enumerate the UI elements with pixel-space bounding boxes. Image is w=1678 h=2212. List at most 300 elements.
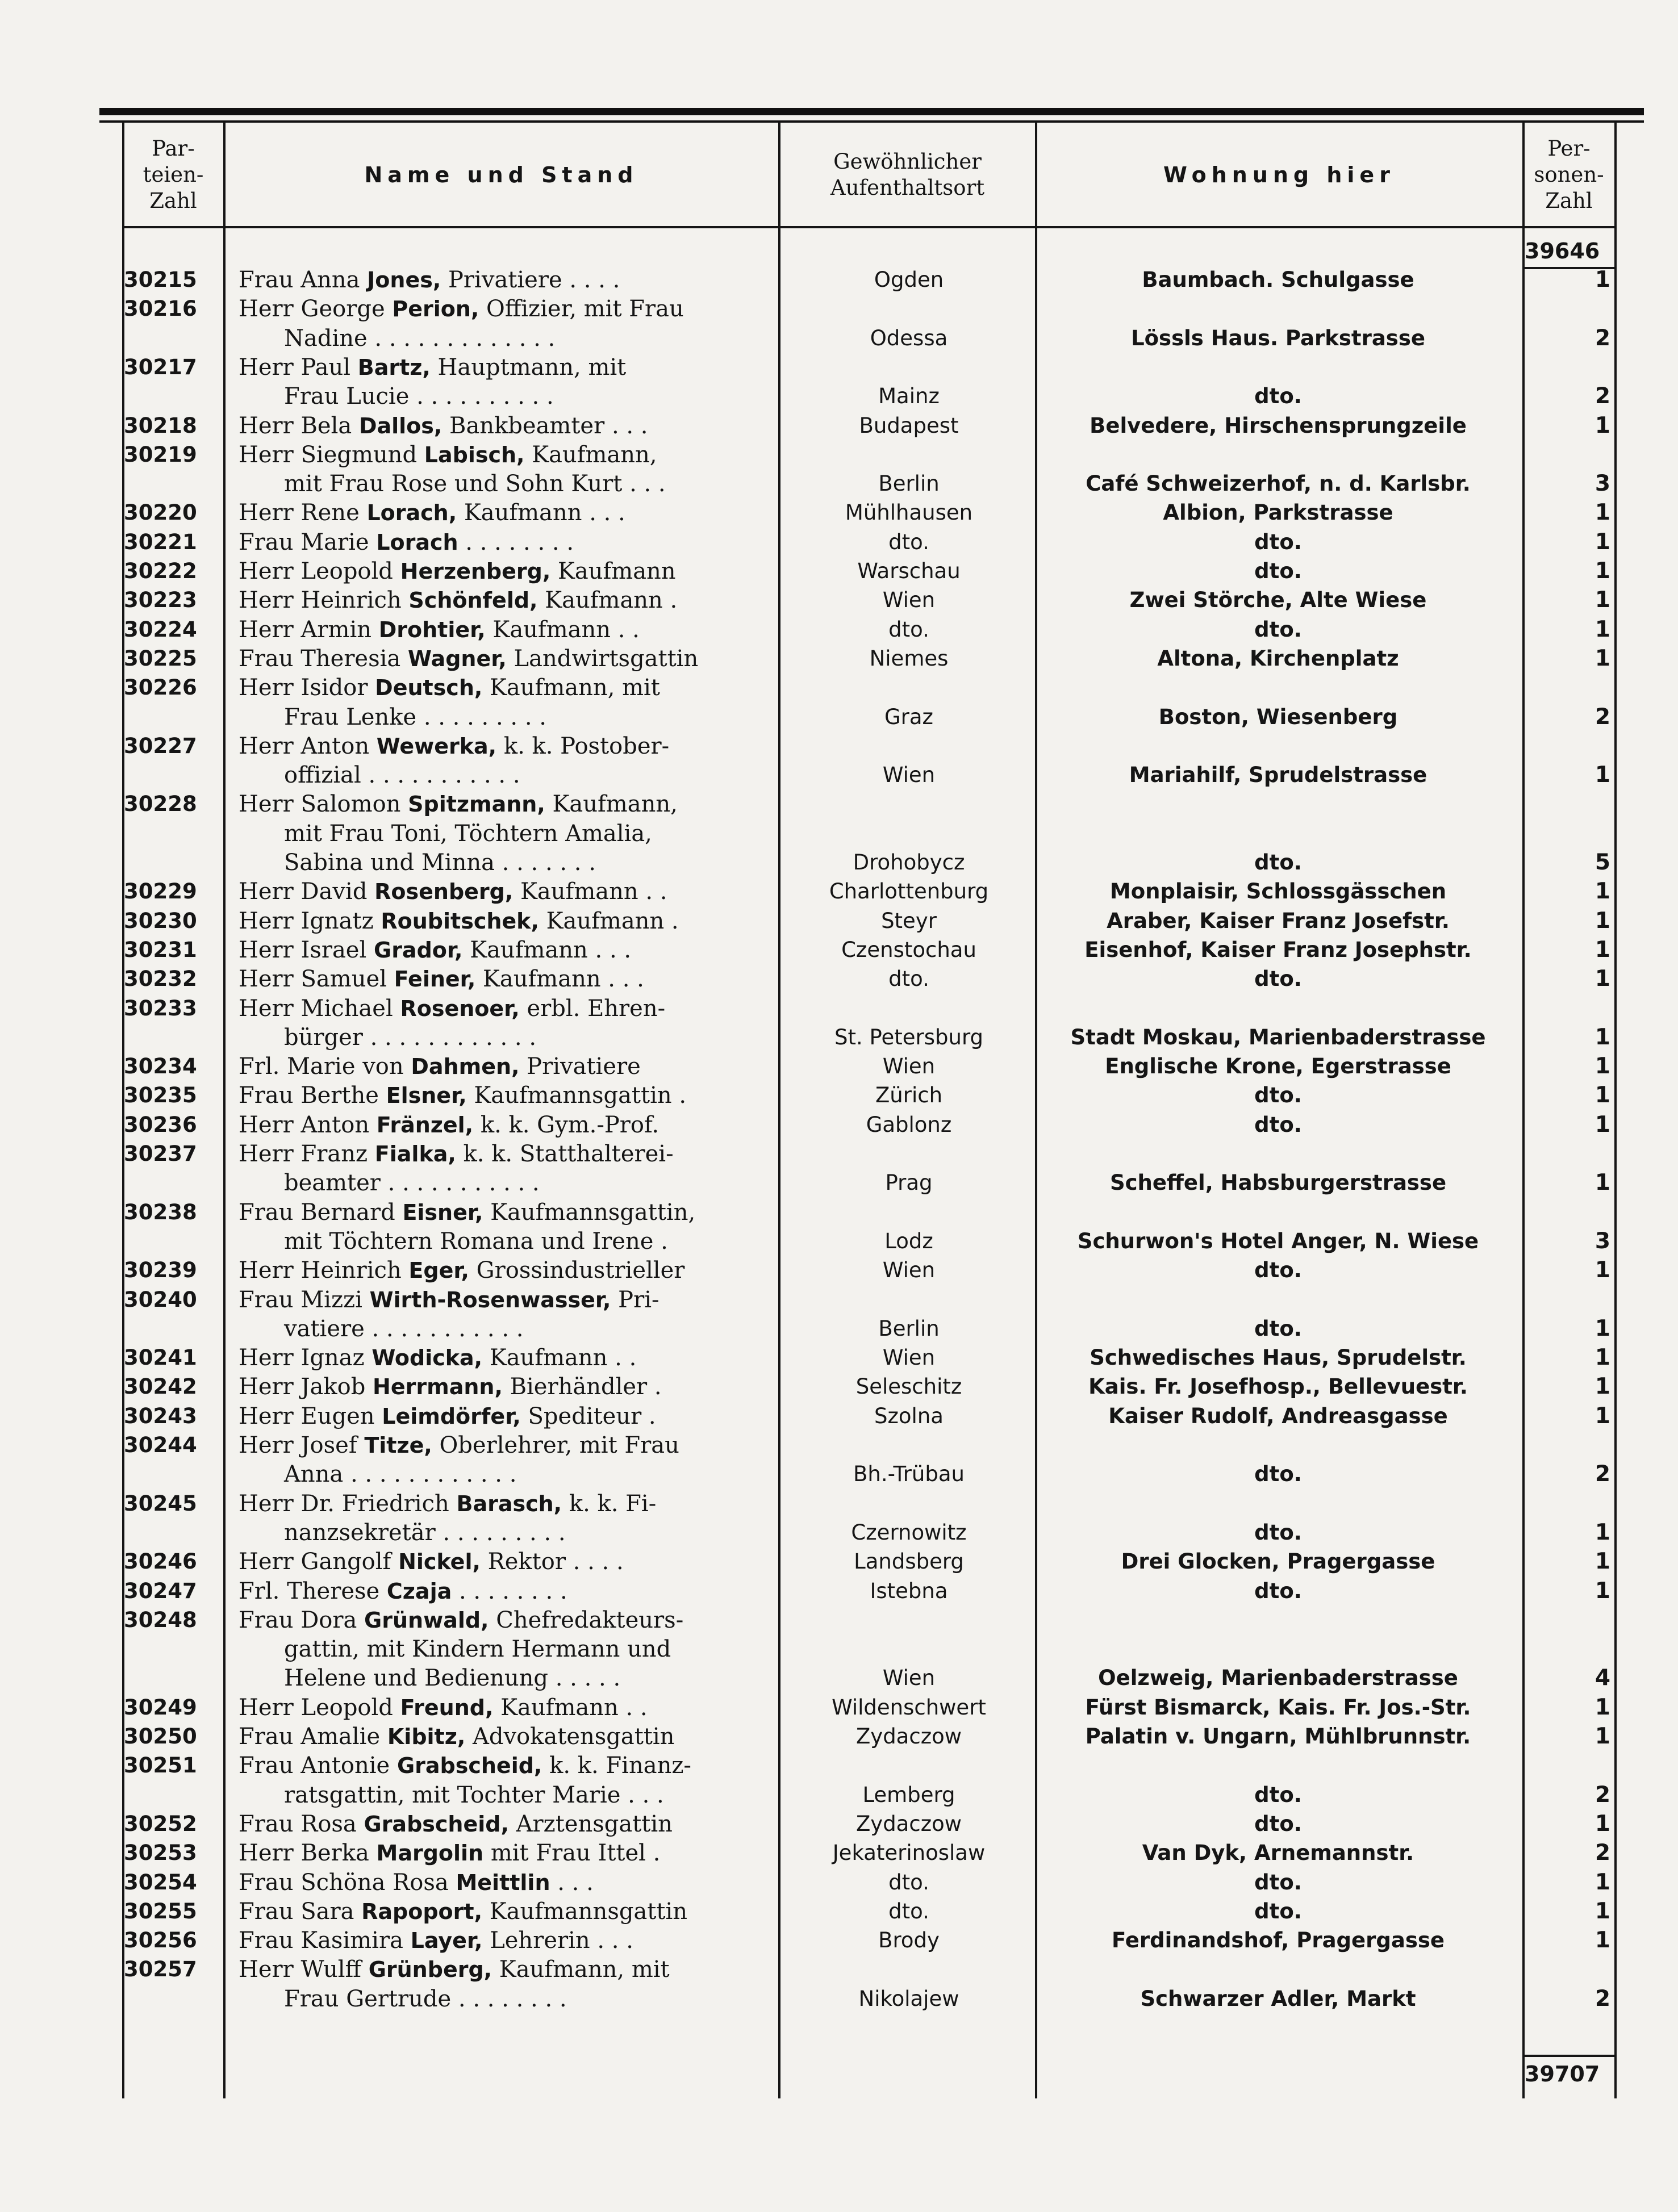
- title-and-given-name: Herr Israel: [239, 936, 374, 963]
- parteien-zahl: 30220: [124, 500, 197, 525]
- title-and-given-name: Frau Anna: [239, 267, 368, 293]
- wohnung-hier: dto.: [1254, 967, 1302, 992]
- surname: Leimdörfer,: [382, 1403, 521, 1429]
- surname: Kibitz,: [387, 1724, 466, 1749]
- occupation: Kaufmann, mit: [492, 1956, 670, 1983]
- title-and-given-name: Nadine . . . . . . . . . . . . .: [284, 325, 556, 352]
- parteien-zahl: 30239: [124, 1258, 197, 1283]
- parteien-zahl: 30227: [124, 733, 197, 758]
- parteien-zahl: 30238: [124, 1199, 197, 1224]
- name-und-stand: [239, 1868, 767, 1897]
- personen-zahl: 1: [1594, 587, 1610, 613]
- name-und-stand: [239, 1838, 767, 1868]
- surname: Herrmann,: [373, 1374, 503, 1400]
- occupation: Arztensgattin: [508, 1810, 673, 1837]
- wohnung-hier: dto.: [1254, 1316, 1302, 1341]
- title-and-given-name: Frau Bernard: [239, 1199, 403, 1226]
- title-and-given-name: Herr Ignatz: [239, 908, 381, 934]
- personen-zahl: 1: [1594, 1053, 1610, 1080]
- header-parteien-zahl: Par- teien- Zahl: [143, 136, 204, 213]
- title-and-given-name: Herr Rene: [239, 500, 367, 526]
- wohnung-hier: dto.: [1254, 1520, 1302, 1545]
- title-and-given-name: Herr Dr. Friedrich: [239, 1490, 457, 1517]
- name-und-stand: [239, 1722, 767, 1751]
- name-und-stand: [239, 1256, 767, 1285]
- aufenthaltsort: Jekaterinoslaw: [832, 1841, 986, 1866]
- wohnung-hier: dto.: [1254, 617, 1302, 642]
- title-and-given-name: Herr Siegmund: [239, 441, 424, 468]
- carry-in-total: 39646: [1525, 239, 1600, 264]
- parteien-zahl: 30225: [124, 646, 197, 671]
- wohnung-hier: Oelzweig, Marienbaderstrasse: [1098, 1666, 1458, 1691]
- aufenthaltsort: Lemberg: [862, 1782, 955, 1807]
- parteien-zahl: 30245: [124, 1491, 197, 1516]
- aufenthaltsort: Graz: [884, 704, 933, 729]
- aufenthaltsort: Wien: [882, 1666, 936, 1691]
- wohnung-hier: dto.: [1254, 384, 1302, 409]
- title-and-given-name: Frau Schöna Rosa: [239, 1869, 456, 1896]
- personen-zahl: 1: [1594, 616, 1610, 642]
- wohnung-hier: Van Dyk, Arnemannstr.: [1142, 1841, 1414, 1866]
- wohnung-hier: dto.: [1254, 1811, 1302, 1836]
- surname: Eger,: [408, 1258, 469, 1283]
- title-and-given-name: Herr Josef: [239, 1432, 365, 1458]
- name-und-stand: [239, 440, 767, 470]
- occupation: . . . . . . . .: [458, 529, 574, 555]
- surname: Bartz,: [357, 354, 431, 380]
- occupation: k. k. Statthalterei-: [456, 1141, 674, 1167]
- aufenthaltsort: Zydaczow: [855, 1811, 962, 1836]
- surname: Labisch,: [424, 442, 525, 467]
- surname: Fränzel,: [376, 1112, 474, 1138]
- parteien-zahl: 30219: [124, 442, 197, 467]
- name-und-stand-continuation: [284, 1460, 812, 1489]
- parteien-zahl: 30217: [124, 354, 197, 379]
- parteien-zahl: 30221: [124, 529, 197, 554]
- name-und-stand-continuation: [284, 1227, 812, 1256]
- aufenthaltsort: St. Petersburg: [834, 1025, 984, 1049]
- personen-zahl: 1: [1594, 1170, 1610, 1196]
- name-und-stand: [239, 877, 767, 906]
- aufenthaltsort: Nikolajew: [858, 1986, 959, 2011]
- parteien-zahl: 30252: [124, 1811, 197, 1836]
- parteien-zahl: 30246: [124, 1549, 197, 1574]
- surname: Grünwald,: [364, 1607, 489, 1633]
- wohnung-hier: Lössls Haus. Parkstrasse: [1131, 325, 1425, 350]
- personen-zahl: 1: [1594, 1111, 1610, 1138]
- title-and-given-name: Herr Anton: [239, 733, 377, 759]
- name-und-stand: [239, 1605, 767, 1635]
- occupation: Privatiere . . . .: [441, 267, 620, 293]
- name-und-stand-continuation: [284, 324, 812, 353]
- parteien-zahl: 30248: [124, 1607, 197, 1632]
- wohnung-hier: Monplaisir, Schlossgässchen: [1109, 879, 1447, 904]
- name-und-stand: [239, 1431, 767, 1460]
- name-und-stand: [239, 1897, 767, 1926]
- occupation: k. k. Finanz-: [542, 1753, 691, 1779]
- occupation: Landwirtsgattin: [506, 645, 699, 672]
- aufenthaltsort: Zydaczow: [855, 1724, 962, 1749]
- name-und-stand-continuation: [284, 760, 812, 790]
- name-und-stand-continuation: [284, 1518, 812, 1548]
- name-und-stand: [239, 1052, 767, 1081]
- occupation: . . . . . . . .: [452, 1578, 567, 1604]
- top-double-rule: [99, 108, 1644, 115]
- title-and-given-name: ratsgattin, mit Tochter Marie . . .: [284, 1782, 664, 1808]
- title-and-given-name: offizial . . . . . . . . . . .: [284, 762, 520, 789]
- occupation: Spediteur .: [520, 1403, 656, 1429]
- surname: Drohtier,: [378, 617, 486, 642]
- title-and-given-name: Frau Antonie: [239, 1753, 397, 1779]
- name-und-stand-continuation: [284, 1663, 812, 1693]
- parteien-zahl: 30226: [124, 675, 197, 700]
- name-und-stand: [239, 1547, 767, 1577]
- personen-zahl: 2: [1594, 325, 1610, 351]
- parteien-zahl: 30244: [124, 1433, 197, 1457]
- name-und-stand: [239, 1110, 767, 1140]
- parteien-zahl: 30215: [124, 267, 197, 292]
- title-and-given-name: Frl. Therese: [239, 1578, 387, 1604]
- wohnung-hier: Fürst Bismarck, Kais. Fr. Jos.-Str.: [1085, 1695, 1471, 1720]
- occupation: Kaufmann . . .: [462, 936, 632, 963]
- surname: Grabscheid,: [396, 1753, 542, 1779]
- occupation: Hauptmann, mit: [430, 354, 627, 380]
- parteien-zahl: 30254: [124, 1870, 197, 1895]
- personen-zahl: 1: [1594, 879, 1610, 905]
- occupation: Kaufmann .: [539, 908, 679, 934]
- personen-zahl: 1: [1594, 1519, 1610, 1545]
- occupation: Kaufmann,: [545, 791, 678, 818]
- personen-zahl: 2: [1594, 704, 1610, 730]
- occupation: Kaufmannsgattin .: [466, 1082, 687, 1109]
- wohnung-hier: dto.: [1254, 1782, 1302, 1807]
- carry-out-rule: [1525, 2055, 1614, 2057]
- name-und-stand: [239, 1198, 767, 1227]
- surname: Grabscheid,: [364, 1811, 509, 1837]
- personen-zahl: 1: [1594, 1315, 1610, 1341]
- surname: Grünberg,: [368, 1957, 492, 1983]
- title-and-given-name: mit Töchtern Romana und Irene .: [284, 1228, 668, 1255]
- parteien-zahl: 30237: [124, 1141, 197, 1166]
- title-and-given-name: Sabina und Minna . . . . . . .: [284, 850, 596, 876]
- occupation: Kaufmann: [550, 558, 676, 584]
- parteien-zahl: 30232: [124, 967, 197, 992]
- surname: Wirth-Rosenwasser,: [369, 1287, 611, 1312]
- aufenthaltsort: Brody: [878, 1928, 940, 1953]
- title-and-given-name: Herr Armin: [239, 616, 379, 643]
- occupation: Kaufmann, mit: [482, 675, 660, 701]
- surname: Deutsch,: [375, 675, 483, 701]
- surname: Lorach: [376, 529, 458, 555]
- surname: Grador,: [374, 937, 463, 963]
- title-and-given-name: Frau Mizzi: [239, 1286, 370, 1313]
- occupation: Kaufmann . . .: [475, 966, 644, 993]
- personen-zahl: 1: [1594, 500, 1610, 526]
- occupation: Kaufmann . .: [485, 616, 640, 643]
- parteien-zahl: 30236: [124, 1112, 197, 1137]
- parteien-zahl: 30233: [124, 996, 197, 1021]
- parteien-zahl: 30234: [124, 1054, 197, 1079]
- wohnung-hier: Ferdinandshof, Pragergasse: [1112, 1928, 1445, 1953]
- title-and-given-name: Frau Gertrude . . . . . . . .: [284, 1985, 567, 2012]
- parteien-zahl: 30222: [124, 559, 197, 583]
- name-und-stand: [239, 1751, 767, 1780]
- surname: Spitzmann,: [408, 792, 545, 817]
- occupation: Grossindustrieller: [469, 1257, 685, 1284]
- title-and-given-name: Frau Marie: [239, 529, 377, 555]
- header-personen-zahl: Per- sonen- Zahl: [1534, 136, 1604, 213]
- personen-zahl: 2: [1594, 1782, 1610, 1808]
- name-und-stand: [239, 294, 767, 324]
- title-and-given-name: Herr Jakob: [239, 1374, 373, 1400]
- title-and-given-name: Herr Eugen: [239, 1403, 382, 1429]
- aufenthaltsort: dto.: [888, 1870, 929, 1895]
- occupation: Bierhändler .: [502, 1374, 662, 1400]
- occupation: Kaufmann .: [537, 587, 678, 614]
- personen-zahl: 1: [1594, 1694, 1610, 1720]
- name-und-stand: [239, 906, 767, 936]
- personen-zahl: 1: [1594, 1345, 1610, 1371]
- wohnung-hier: dto.: [1254, 1578, 1302, 1603]
- name-und-stand: [239, 673, 767, 703]
- aufenthaltsort: Warschau: [857, 559, 961, 583]
- personen-zahl: 1: [1594, 1082, 1610, 1109]
- title-and-given-name: Herr Paul: [239, 354, 358, 380]
- surname: Roubitschek,: [381, 908, 539, 934]
- name-und-stand: [239, 1285, 767, 1315]
- aufenthaltsort: Szolna: [874, 1403, 944, 1428]
- aufenthaltsort: Istebna: [870, 1578, 948, 1603]
- wohnung-hier: dto.: [1254, 1462, 1302, 1487]
- occupation: Kaufmann . .: [482, 1345, 637, 1371]
- wohnung-hier: Drei Glocken, Pragergasse: [1121, 1549, 1435, 1574]
- name-und-stand-continuation: [284, 1984, 812, 2014]
- name-und-stand: [239, 353, 767, 382]
- name-und-stand-continuation: [284, 1314, 812, 1344]
- name-und-stand: [239, 1343, 767, 1373]
- name-und-stand: [239, 615, 767, 645]
- personen-zahl: 1: [1594, 908, 1610, 934]
- name-und-stand: [239, 411, 767, 441]
- title-and-given-name: Frau Kasimira: [239, 1927, 411, 1954]
- wohnung-hier: Kaiser Rudolf, Andreasgasse: [1108, 1403, 1448, 1428]
- surname: Wodicka,: [372, 1345, 483, 1371]
- aufenthaltsort: Ogden: [874, 267, 944, 292]
- header-bottom-rule: [122, 226, 1616, 228]
- title-and-given-name: beamter . . . . . . . . . . .: [284, 1170, 540, 1197]
- aufenthaltsort: Landsberg: [854, 1549, 964, 1574]
- name-und-stand: [239, 1139, 767, 1169]
- surname: Rosenoer,: [400, 996, 520, 1021]
- aufenthaltsort: Wien: [882, 1054, 936, 1079]
- surname: Rosenberg,: [374, 879, 514, 905]
- personen-zahl: 1: [1594, 1810, 1610, 1837]
- occupation: Rektor . . . .: [480, 1549, 624, 1575]
- parteien-zahl: 30235: [124, 1083, 197, 1108]
- name-und-stand-continuation: [284, 1168, 812, 1198]
- name-und-stand: [239, 557, 767, 586]
- title-and-given-name: Herr Wulff: [239, 1956, 369, 1983]
- title-and-given-name: Anna . . . . . . . . . . . .: [284, 1461, 517, 1488]
- aufenthaltsort: Budapest: [859, 413, 959, 438]
- personen-zahl: 5: [1594, 850, 1610, 875]
- surname: Fialka,: [374, 1141, 456, 1166]
- surname: Lorach,: [366, 500, 457, 526]
- carry-out-total: 39707: [1525, 2062, 1600, 2086]
- name-und-stand: [239, 731, 767, 761]
- occupation: Chefredakteurs-: [489, 1607, 684, 1633]
- aufenthaltsort: Czenstochau: [841, 937, 976, 962]
- title-and-given-name: Frau Berthe: [239, 1082, 386, 1109]
- occupation: Kaufmannsgattin: [482, 1898, 687, 1925]
- parteien-zahl: 30243: [124, 1403, 197, 1428]
- name-und-stand-continuation: [284, 703, 812, 732]
- title-and-given-name: Frau Sara: [239, 1898, 362, 1925]
- title-and-given-name: Herr David: [239, 879, 375, 905]
- wohnung-hier: Boston, Wiesenberg: [1158, 704, 1398, 729]
- parteien-zahl: 30250: [124, 1724, 197, 1749]
- name-und-stand: [239, 935, 767, 965]
- title-and-given-name: nanzsekretär . . . . . . . . .: [284, 1519, 566, 1546]
- aufenthaltsort: Drohobycz: [853, 850, 965, 875]
- wohnung-hier: dto.: [1254, 850, 1302, 875]
- name-und-stand: [239, 1489, 767, 1519]
- surname: Elsner,: [386, 1083, 467, 1109]
- title-and-given-name: Herr Franz: [239, 1141, 375, 1167]
- aufenthaltsort: Niemes: [869, 646, 949, 671]
- aufenthaltsort: dto.: [888, 967, 929, 992]
- name-und-stand: [239, 1402, 767, 1431]
- parteien-zahl: 30218: [124, 413, 197, 438]
- personen-zahl: 1: [1594, 1869, 1610, 1895]
- wohnung-hier: dto.: [1254, 1112, 1302, 1137]
- personen-zahl: 1: [1594, 1898, 1610, 1924]
- personen-zahl: 1: [1594, 762, 1610, 788]
- surname: Barasch,: [456, 1491, 562, 1516]
- surname: Czaja: [386, 1578, 452, 1604]
- name-und-stand-continuation: [284, 469, 812, 499]
- name-und-stand-continuation: [284, 819, 812, 848]
- surname: Titze,: [364, 1433, 432, 1458]
- title-and-given-name: vatiere . . . . . . . . . . .: [284, 1315, 524, 1342]
- name-und-stand: [239, 498, 767, 528]
- personen-zahl: 1: [1594, 412, 1610, 438]
- occupation: Kaufmann . . .: [457, 500, 625, 526]
- title-and-given-name: Herr Bela: [239, 412, 359, 439]
- name-und-stand: [239, 1372, 767, 1402]
- personen-zahl: 1: [1594, 1549, 1610, 1575]
- parteien-zahl: 30256: [124, 1928, 197, 1953]
- wohnung-hier: Schwedisches Haus, Sprudelstr.: [1090, 1345, 1467, 1370]
- personen-zahl: 1: [1594, 529, 1610, 555]
- wohnung-hier: Schurwon's Hotel Anger, N. Wiese: [1077, 1228, 1479, 1253]
- title-and-given-name: gattin, mit Kindern Hermann und: [284, 1636, 671, 1663]
- aufenthaltsort: Lodz: [884, 1228, 933, 1253]
- name-und-stand-continuation: [284, 1023, 812, 1052]
- surname: Wewerka,: [376, 733, 497, 759]
- occupation: Oberlehrer, mit Frau: [432, 1432, 679, 1458]
- surname: Herzenberg,: [400, 559, 551, 584]
- aufenthaltsort: Wien: [882, 1345, 936, 1370]
- title-and-given-name: bürger . . . . . . . . . . . .: [284, 1024, 537, 1051]
- aufenthaltsort: Odessa: [870, 325, 948, 350]
- wohnung-hier: Schwarzer Adler, Markt: [1140, 1986, 1416, 2011]
- col-divider-3: [1035, 122, 1037, 2098]
- name-und-stand: [239, 789, 767, 819]
- title-and-given-name: Herr Isidor: [239, 675, 375, 701]
- personen-zahl: 1: [1594, 1257, 1610, 1283]
- occupation: Offizier, mit Frau: [479, 296, 684, 323]
- title-and-given-name: Frau Lucie . . . . . . . . . .: [284, 383, 554, 410]
- name-und-stand: [239, 1081, 767, 1110]
- wohnung-hier: Stadt Moskau, Marienbaderstrasse: [1070, 1025, 1486, 1049]
- title-and-given-name: Herr Heinrich: [239, 1257, 409, 1284]
- name-und-stand: [239, 1955, 767, 1984]
- title-and-given-name: Herr Heinrich: [239, 587, 409, 614]
- parteien-zahl: 30216: [124, 296, 197, 321]
- title-and-given-name: Herr Leopold: [239, 1694, 400, 1721]
- aufenthaltsort: Charlottenburg: [829, 879, 989, 904]
- name-und-stand-continuation: [284, 382, 812, 411]
- personen-zahl: 1: [1594, 1578, 1610, 1604]
- aufenthaltsort: Prag: [885, 1170, 933, 1195]
- title-and-given-name: mit Frau Toni, Töchtern Amalia,: [284, 820, 652, 847]
- occupation: k. k. Gym.-Prof.: [473, 1111, 659, 1138]
- surname: Jones,: [367, 267, 441, 292]
- title-and-given-name: Herr Anton: [239, 1111, 377, 1138]
- title-and-given-name: Herr Leopold: [239, 558, 400, 584]
- aufenthaltsort: Wien: [882, 763, 936, 788]
- name-und-stand-continuation: [284, 1780, 812, 1810]
- title-and-given-name: Herr Salomon: [239, 791, 408, 818]
- aufenthaltsort: Mainz: [878, 384, 940, 409]
- aufenthaltsort: dto.: [888, 529, 929, 554]
- personen-zahl: 3: [1594, 471, 1610, 497]
- occupation: k. k. Fi-: [562, 1490, 657, 1517]
- title-and-given-name: Herr Berka: [239, 1840, 377, 1867]
- occupation: erbl. Ehren-: [519, 995, 666, 1022]
- wohnung-hier: Englische Krone, Egerstrasse: [1105, 1054, 1451, 1079]
- occupation: Kaufmannsgattin,: [483, 1199, 696, 1226]
- aufenthaltsort: Wildenschwert: [832, 1695, 986, 1720]
- parteien-zahl: 30230: [124, 908, 197, 933]
- occupation: Pri-: [611, 1286, 659, 1313]
- name-und-stand: [239, 1693, 767, 1722]
- wohnung-hier: dto.: [1254, 1083, 1302, 1108]
- name-und-stand: [239, 1809, 767, 1839]
- wohnung-hier: Zwei Störche, Alte Wiese: [1129, 588, 1427, 613]
- title-and-given-name: Helene und Bedienung . . . . .: [284, 1665, 621, 1692]
- aufenthaltsort: Wien: [882, 588, 936, 613]
- surname: Nickel,: [398, 1549, 481, 1575]
- parteien-zahl: 30228: [124, 792, 197, 817]
- parteien-zahl: 30229: [124, 879, 197, 904]
- personen-zahl: 1: [1594, 936, 1610, 963]
- name-und-stand: [239, 586, 767, 615]
- occupation: Privatiere: [519, 1053, 641, 1080]
- col-divider-right: [1614, 122, 1617, 2098]
- name-und-stand: [239, 964, 767, 994]
- header-name-und-stand: Name und Stand: [364, 162, 638, 187]
- title-and-given-name: mit Frau Rose und Sohn Kurt . . .: [284, 471, 666, 497]
- personen-zahl: 1: [1594, 267, 1610, 292]
- parteien-zahl: 30242: [124, 1374, 197, 1399]
- personen-zahl: 1: [1594, 1024, 1610, 1050]
- name-und-stand: [239, 528, 767, 557]
- parteien-zahl: 30253: [124, 1841, 197, 1866]
- aufenthaltsort: Czernowitz: [851, 1520, 967, 1545]
- name-und-stand: [239, 265, 767, 295]
